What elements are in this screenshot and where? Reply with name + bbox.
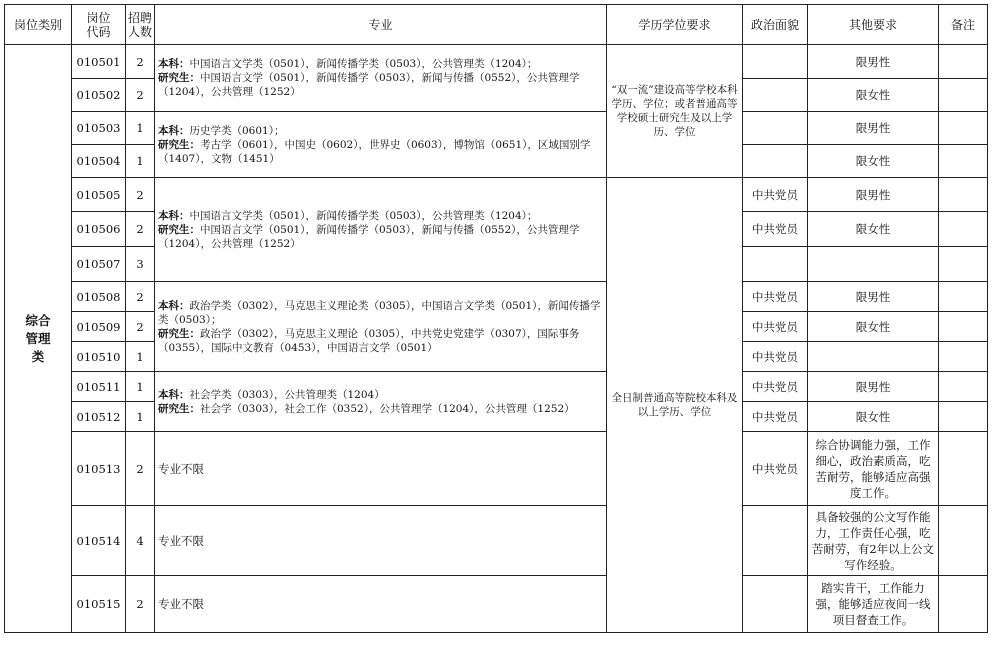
undergrad-label: 本科：: [158, 388, 190, 401]
code-cell: 010503: [72, 112, 126, 145]
political-cell: [743, 112, 808, 145]
other-cell: 踏实肯干，工作能力强，能够适应夜间一线项目督查工作。: [808, 576, 939, 633]
remark-cell: [939, 112, 988, 145]
remark-cell: [939, 432, 988, 506]
code-cell: 010512: [72, 402, 126, 432]
grad-label: 研究生：: [158, 402, 200, 415]
code-cell: 010509: [72, 312, 126, 342]
major-grad-text: 中国语言文学（0501），新闻传播学（0503），新闻与传播（0552），公共管理学（1204），公共管理（1252）: [158, 223, 580, 250]
header-row: [5, 5, 988, 45]
remark-cell: [939, 145, 988, 178]
undergrad-label: 本科：: [158, 209, 190, 222]
code-cell: 010513: [72, 432, 126, 506]
remark-cell: [939, 312, 988, 342]
major-grad-text: 考古学（0601），中国史（0602），世界史（0603），博物馆（0651），区域国别学（1407），文物（1451）: [158, 138, 591, 165]
count-cell: 2: [126, 432, 155, 506]
political-cell: [743, 506, 808, 576]
major-cell: [155, 372, 607, 432]
political-cell: 中共党员: [743, 402, 808, 432]
category-cell: 综合管理类: [5, 45, 72, 633]
header-other: 其他要求: [808, 5, 939, 45]
code-cell: 010514: [72, 506, 126, 576]
other-cell: 限女性: [808, 145, 939, 178]
code-cell: 010508: [72, 282, 126, 312]
count-cell: 1: [126, 112, 155, 145]
political-cell: [743, 247, 808, 282]
major-cell: [155, 282, 607, 372]
code-cell: 010510: [72, 342, 126, 372]
table-row: [5, 576, 988, 633]
undergrad-label: 本科：: [158, 58, 190, 70]
count-cell: 1: [126, 402, 155, 432]
count-cell: 2: [126, 178, 155, 212]
header-category: 岗位类别: [5, 5, 72, 45]
undergrad-label: 本科：: [158, 124, 190, 137]
major-cell: [155, 178, 607, 282]
count-cell: 2: [126, 45, 155, 79]
table-row: [5, 45, 988, 79]
count-cell: 1: [126, 342, 155, 372]
major-grad-text: 政治学（0302），马克思主义理论（0305），中共党史党建学（0307），国际事务（0355），国际中文教育（0453），中国语言文学（0501）: [158, 327, 580, 354]
major-cell: 专业不限: [155, 576, 607, 633]
political-cell: 中共党员: [743, 178, 808, 212]
remark-cell: [939, 372, 988, 402]
table-row: [5, 112, 988, 145]
education-cell: 全日制普通高等院校本科及以上学历、学位: [607, 178, 743, 633]
education-cell: “双一流”建设高等学校本科学历、学位；或者普通高等学校硕士研究生及以上学历、学位: [607, 45, 743, 178]
header-major: 专业: [155, 5, 607, 45]
major-ug-text: 政治学类（0302），马克思主义理论类（0305），中国语言文学类（0501），新闻传播学类（0503）；: [158, 299, 601, 326]
code-cell: 010504: [72, 145, 126, 178]
code-cell: 010507: [72, 247, 126, 282]
other-cell: 限女性: [808, 402, 939, 432]
header-political: 政治面貌: [743, 5, 808, 45]
major-cell: [155, 45, 607, 112]
major-cell: [155, 112, 607, 178]
other-cell: 限男性: [808, 282, 939, 312]
grad-label: 研究生：: [158, 223, 200, 236]
table-row: [5, 432, 988, 506]
count-cell: 2: [126, 212, 155, 247]
remark-cell: [939, 576, 988, 633]
recruitment-table: [4, 4, 988, 633]
grad-label: 研究生：: [158, 327, 200, 340]
header-education: 学历学位要求: [607, 5, 743, 45]
other-cell: 限女性: [808, 312, 939, 342]
major-ug-text: 历史学类（0601）；: [189, 124, 285, 137]
other-cell: 限男性: [808, 178, 939, 212]
major-ug-text: 中国语言文学类（0501），新闻传播学类（0503），公共管理类（1204）；: [189, 58, 538, 70]
other-cell: 具备较强的公文写作能力，工作责任心强，吃苦耐劳，有2年以上公文写作经验。: [808, 506, 939, 576]
other-cell: 限女性: [808, 212, 939, 247]
other-cell: 限女性: [808, 79, 939, 112]
code-cell: 010511: [72, 372, 126, 402]
remark-cell: [939, 342, 988, 372]
major-cell: 专业不限: [155, 432, 607, 506]
other-cell: [808, 342, 939, 372]
header-count: 招聘人数: [126, 5, 155, 45]
count-cell: 2: [126, 312, 155, 342]
count-cell: 4: [126, 506, 155, 576]
count-cell: 2: [126, 79, 155, 112]
code-cell: 010515: [72, 576, 126, 633]
table-row: [5, 506, 988, 576]
header-code: 岗位代码: [72, 5, 126, 45]
major-grad-text: 中国语言文学（0501），新闻传播学（0503），新闻与传播（0552），公共管理学（1204），公共管理（1252）: [158, 72, 580, 98]
political-cell: 中共党员: [743, 282, 808, 312]
count-cell: 3: [126, 247, 155, 282]
major-cell: 专业不限: [155, 506, 607, 576]
code-cell: 010502: [72, 79, 126, 112]
table-row: [5, 282, 988, 312]
count-cell: 2: [126, 576, 155, 633]
remark-cell: [939, 506, 988, 576]
count-cell: 1: [126, 372, 155, 402]
political-cell: 中共党员: [743, 372, 808, 402]
remark-cell: [939, 178, 988, 212]
remark-cell: [939, 79, 988, 112]
political-cell: 中共党员: [743, 342, 808, 372]
major-ug-text: 中国语言文学类（0501），新闻传播学类（0503），公共管理类（1204）；: [189, 209, 538, 222]
code-cell: 010505: [72, 178, 126, 212]
major-ug-text: 社会学类（0303），公共管理类（1204）: [189, 388, 385, 401]
count-cell: 1: [126, 145, 155, 178]
political-cell: 中共党员: [743, 312, 808, 342]
grad-label: 研究生：: [158, 138, 200, 151]
table-row: [5, 372, 988, 402]
grad-label: 研究生：: [158, 72, 200, 84]
remark-cell: [939, 212, 988, 247]
header-remark: 备注: [939, 5, 988, 45]
political-cell: 中共党员: [743, 212, 808, 247]
table-row: [5, 178, 988, 212]
other-cell: 限男性: [808, 372, 939, 402]
other-cell: 综合协调能力强，工作细心，政治素质高，吃苦耐劳，能够适应高强度工作。: [808, 432, 939, 506]
remark-cell: [939, 247, 988, 282]
undergrad-label: 本科：: [158, 299, 190, 312]
other-cell: 限男性: [808, 112, 939, 145]
political-cell: [743, 45, 808, 79]
remark-cell: [939, 45, 988, 79]
code-cell: 010506: [72, 212, 126, 247]
other-cell: 限男性: [808, 45, 939, 79]
remark-cell: [939, 282, 988, 312]
major-grad-text: 社会学（0303），社会工作（0352），公共管理学（1204），公共管理（1252）: [200, 402, 575, 415]
other-cell: [808, 247, 939, 282]
count-cell: 2: [126, 282, 155, 312]
remark-cell: [939, 402, 988, 432]
political-cell: [743, 145, 808, 178]
political-cell: 中共党员: [743, 432, 808, 506]
code-cell: 010501: [72, 45, 126, 79]
political-cell: [743, 576, 808, 633]
political-cell: [743, 79, 808, 112]
